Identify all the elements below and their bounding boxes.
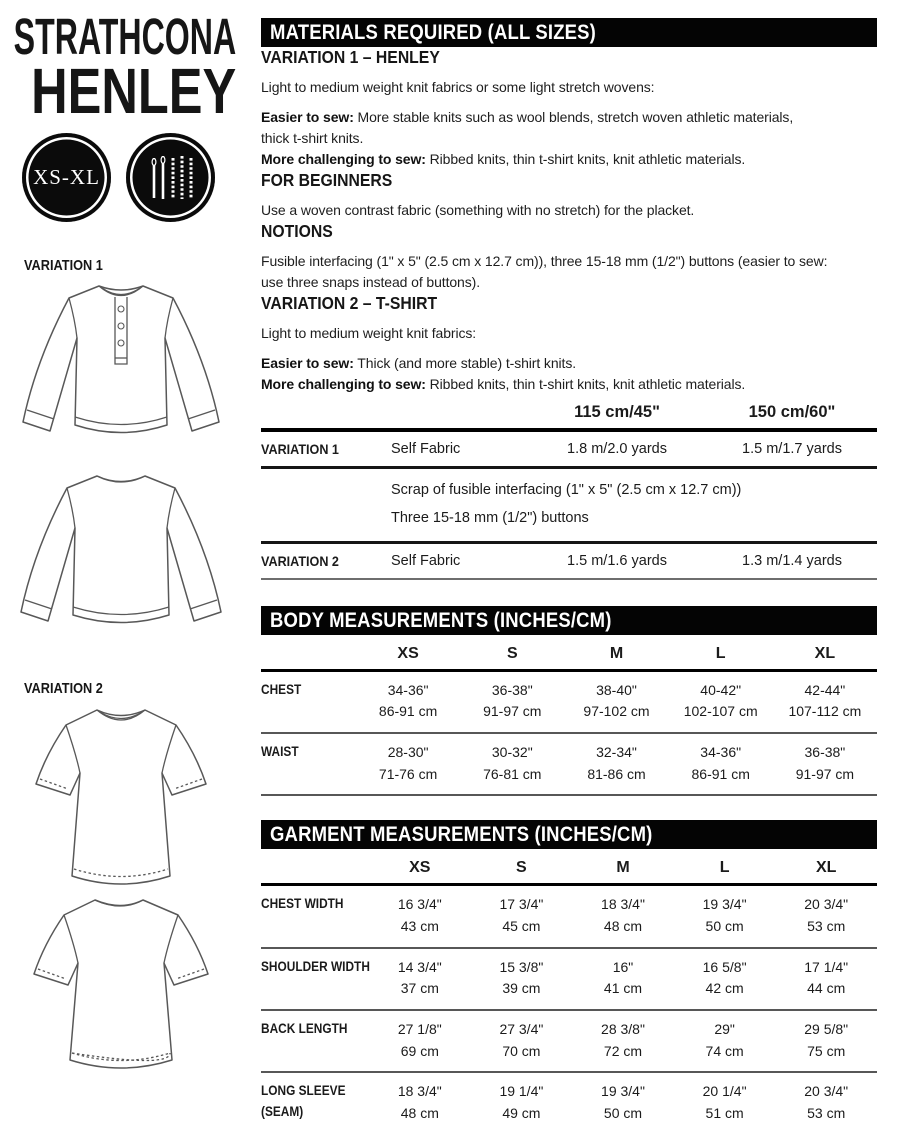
tshirt-front-drawing	[12, 694, 230, 894]
yardage-115-cell: 1.8 m/2.0 yards	[567, 441, 667, 457]
table-row-variation1: VARIATION 1 Self Fabric 1.8 m/2.0 yards 1.5 m/1.7 yards	[261, 432, 877, 469]
notions-row-line2: Three 15-18 mm (1/2") buttons	[391, 509, 589, 526]
materials-banner	[261, 18, 877, 47]
table-row-long-sleeve: LONG SLEEVE (SEAM) 18 3/4" 48 cm 19 1/4" 49 cm 19 3/4" 50 cm 20 1/4" 51 cm 20 3/4" 53 cm	[261, 1073, 877, 1125]
page-title	[0, 8, 236, 127]
challenging-to-sew-label: More challenging to sew:	[261, 376, 426, 392]
table-row-shoulder-width: SHOULDER WIDTH 14 3/4" 37 cm 15 3/8" 39 cm 16" 41 cm 16 5/8" 42 cm 17 1/4" 44 cm	[261, 949, 877, 1011]
henley-back-drawing	[12, 460, 230, 660]
body-measurements-banner	[261, 606, 877, 635]
variation2-sewing-notes: Easier to sew: Thick (and more stable) t-shirt knits. More challenging to sew: Ribbed knits, thin t-shirt knits, knit athletic materials.	[261, 355, 746, 392]
table-row-waist: WAIST 28-30" 71-76 cm 30-32" 76-81 cm 32-34" 81-86 cm 34-36" 86-91 cm 36-38" 91-97 cm	[261, 734, 877, 796]
table-row-chest: CHEST 34-36" 86-91 cm 36-38" 91-97 cm 38-40" 97-102 cm 40-42" 102-107 cm 42-44" 107-112 cm	[261, 672, 877, 734]
garment-measurements-table	[261, 849, 877, 1125]
title-line-1: STRATHCONA	[13, 8, 236, 65]
table-row-variation2: VARIATION 2 Self Fabric 1.5 m/1.6 yards 1.3 m/1.4 yards	[261, 544, 877, 580]
garment-measurements-banner	[261, 820, 877, 849]
easier-to-sew-label: Easier to sew:	[261, 355, 354, 371]
body-measurements-title: BODY MEASUREMENTS (INCHES/CM)	[270, 607, 612, 632]
size-range-badge	[22, 133, 111, 222]
materials-banner-title: MATERIALS REQUIRED (ALL SIZES)	[270, 20, 597, 44]
table-row-back-length: BACK LENGTH 27 1/8" 69 cm 27 3/4" 70 cm 28 3/8" 72 cm 29" 74 cm 29 5/8" 75 cm	[261, 1011, 877, 1073]
variation1-label: VARIATION 1	[24, 257, 103, 274]
variation1-intro: Light to medium weight knit fabrics or some light stretch wovens:	[261, 79, 655, 95]
variation2-heading: VARIATION 2 – T-SHIRT	[261, 293, 438, 313]
fabric-table-header	[261, 403, 877, 432]
needles-icon	[144, 151, 198, 205]
yardage-150-cell: 1.5 m/1.7 yards	[742, 441, 842, 457]
fabric-yardage-table	[261, 403, 877, 580]
left-column	[0, 0, 255, 1125]
title-line-2: HENLEY	[30, 54, 236, 127]
tshirt-back-drawing	[12, 888, 230, 1078]
needles-badge	[126, 133, 215, 222]
size-header-row: XS S M L XL	[261, 849, 877, 886]
notions-text: Fusible interfacing (1" x 5" (2.5 cm x 12.7 cm)), three 15-18 mm (1/2") buttons (easier to sew: use three snaps instead of buttons).	[261, 253, 828, 290]
tshirt-back-illustration	[12, 888, 230, 1083]
challenging-to-sew-label: More challenging to sew:	[261, 151, 426, 167]
henley-front-illustration	[12, 272, 230, 469]
variation1-heading: VARIATION 1 – HENLEY	[261, 47, 440, 67]
notions-row-line1: Scrap of fusible interfacing (1" x 5" (2.5 cm x 12.7 cm))	[391, 482, 742, 498]
right-column	[261, 0, 877, 1125]
size-range-label: XS-XL	[33, 165, 100, 189]
badge-row	[22, 133, 215, 222]
width-115-header: 115 cm/45"	[574, 403, 660, 421]
henley-front-drawing	[12, 272, 230, 464]
notions-heading: NOTIONS	[261, 221, 333, 241]
variation2-intro: Light to medium weight knit fabrics:	[261, 325, 477, 341]
beginners-text: Use a woven contrast fabric (something with no stretch) for the placket.	[261, 202, 695, 218]
table-row-chest-width: CHEST WIDTH 16 3/4" 43 cm 17 3/4" 45 cm 18 3/4" 48 cm 19 3/4" 50 cm 20 3/4" 53 cm	[261, 886, 877, 948]
variation1-sewing-notes: Easier to sew: More stable knits such as wool blends, stretch woven athletic materials, thick t-shirt knits. More challenging to sew: Ribbed knits, thin t-shirt knits, knit athletic materials.	[261, 109, 794, 167]
beginners-heading: FOR BEGINNERS	[261, 170, 393, 190]
size-header-row: XS S M L XL	[261, 635, 877, 672]
item-cell: Self Fabric	[391, 552, 461, 569]
henley-back-illustration	[12, 460, 230, 665]
table-row-notions	[261, 469, 877, 544]
tshirt-front-illustration	[12, 694, 230, 899]
width-150-header: 150 cm/60"	[748, 403, 836, 421]
easier-to-sew-label: Easier to sew:	[261, 109, 354, 125]
garment-measurements-title: GARMENT MEASUREMENTS (INCHES/CM)	[270, 822, 653, 847]
item-cell: Self Fabric	[391, 441, 461, 457]
yardage-150-cell: 1.3 m/1.4 yards	[742, 552, 842, 569]
yardage-115-cell: 1.5 m/1.6 yards	[567, 552, 667, 569]
variation2-label: VARIATION 2	[24, 680, 103, 697]
body-measurements-table	[261, 635, 877, 797]
